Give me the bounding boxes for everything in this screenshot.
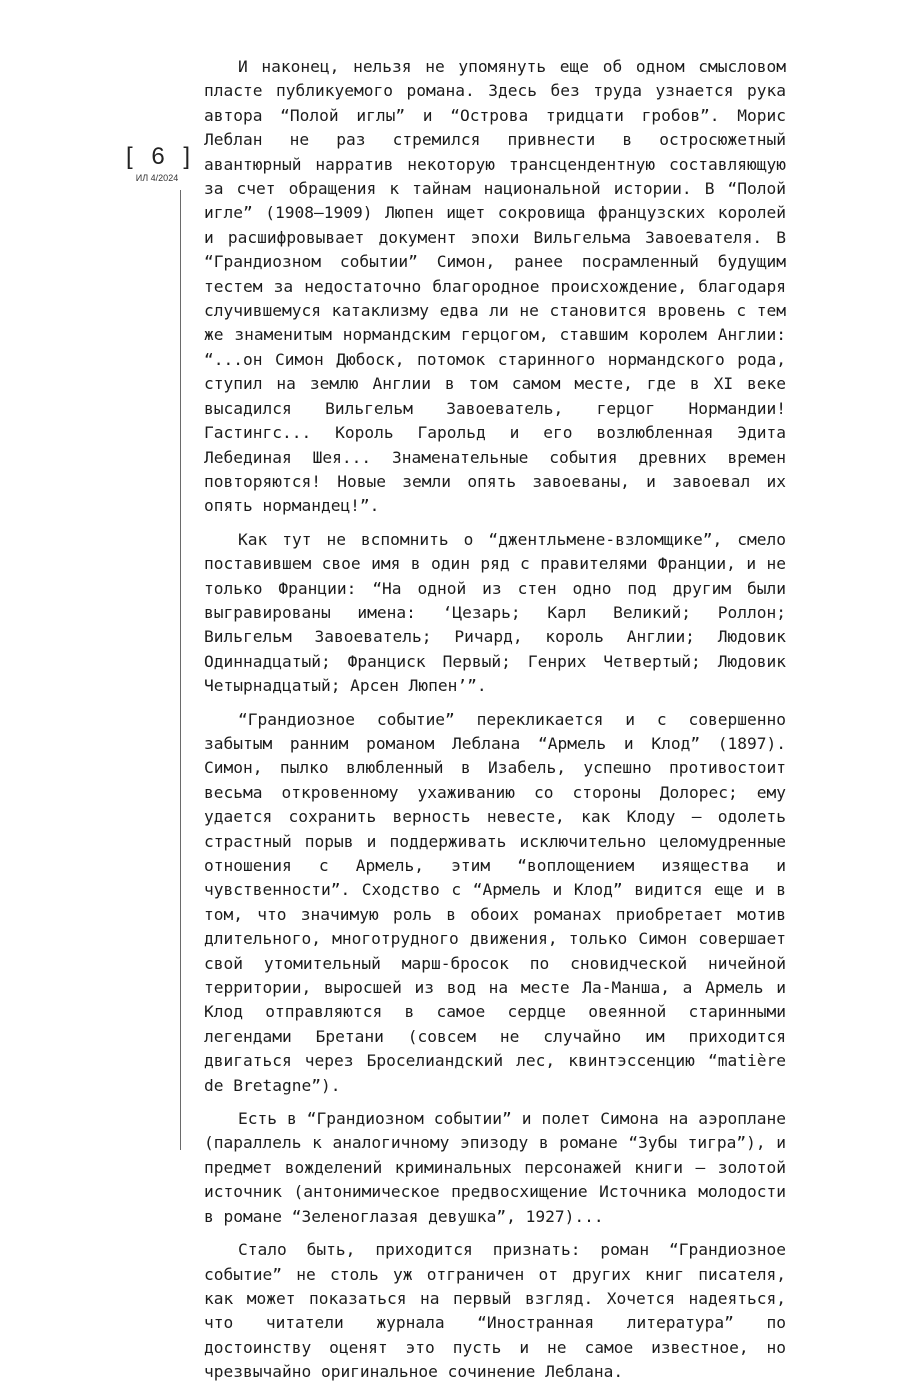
paragraph-2: Как тут не вспомнить о “джентльмене-взломщике”, смело поставившем свое имя в один ряд с правителями Франции, и не только Франции: “На одной из стен одно под другим были выгравированы имена: ‘Цезарь; Карл Великий; Роллон; Вильгельм Завоеватель; Ричард, король Англии; Людовик Одиннадцатый; Франциск Первый; Генрих Четвертый; Людовик Четырнадцатый; Арсен Люпен’”. <box>204 529 786 696</box>
paragraph-3: “Грандиозное событие” перекликается и с совершенно забытым ранним романом Леблана “Армель и Клод” (1897). Симон, пылко влюбленный в Изабель, успешно противостоит весьма откровенному ухаживанию со стороны Долорес; ему удается сохранить верность невесте, как Клоду — одолеть страстный порыв и поддерживать исключительно целомудренные отношения с Армель, этим “воплощением изящества и чувственности”. Сходство с “Армель и Клод” видится еще и в том, что значимую роль в обоих романах приобретает мотив длительного, многотрудного движения, только Симон совершает свой утомительный марш-бросок по сновидческой ничейной территории, выросшей из вод на месте Ла-Манша, а Армель и Клод отправляются в самое сердце овеянной старинными легендами Бретани (совсем не случайно им приходится двигаться через Броселиандский лес, квинтэссенцию “matière de Bretagne”). <box>204 709 786 1095</box>
paragraph-5: Стало быть, приходится признать: роман “Грандиозное событие” не столь уж отграничен от других книг писателя, как может показаться на первый взгляд. Хочется надеяться, что читатели журнала “Иностранная литература” по достоинству оценят это пусть и не самое известное, но чрезвычайно оригинальное сочинение Леблана. <box>204 1240 786 1382</box>
paragraph-1: И наконец, нельзя не упомянуть еще об одном смысловом пласте публикуемого романа. Здесь без труда узнается рука автора “Полой иглы” и “Острова тридцати гробов”. Морис Леблан не раз стремился привнести в остросюжетный авантюрный нарратив некоторую трансцендентную составляющую за счет обращения к тайнам национальной истории. В “Полой игле” (1908—1909) Люпен ищет сокровища французских королей и расшифровывает документ эпохи Вильгельма Завоевателя. В “Грандиозном событии” Симон, ранее посрамленный будущим тестем за недостаточно благородное происхождение, благодаря случившемуся катаклизму едва ли не становится вровень с тем же знаменитым нормандским герцогом, ставшим королем Англии: “...он Симон Дюбоск, потомок старинного нормандского рода, ступил на землю Англии в том самом месте, где в XI веке высадился Вильгельм Завоеватель, герцог Нормандии! Гастингс... Король Гарольд и его возлюбленная Эдита Лебединая Шея... Знаменательные события древних времен повторяются! Новые земли опять завоеваны, и завоевал их опять нормандец!”. <box>204 57 786 516</box>
margin-divider <box>180 190 181 1150</box>
issue-label: ИЛ 4/2024 <box>135 173 179 183</box>
paragraph-4: Есть в “Грандиозном событии” и полет Симона на аэроплане (параллель к аналогичному эпизоду в романе “Зубы тигра”), и предмет вожделений криминальных персонажей книги — золотой источник (антонимическое предвосхищение Источника молодости в романе “Зеленоглазая девушка”, 1927)... <box>204 1109 786 1226</box>
page-number: [ 6 ] <box>126 143 197 170</box>
article-text <box>204 55 786 1394</box>
